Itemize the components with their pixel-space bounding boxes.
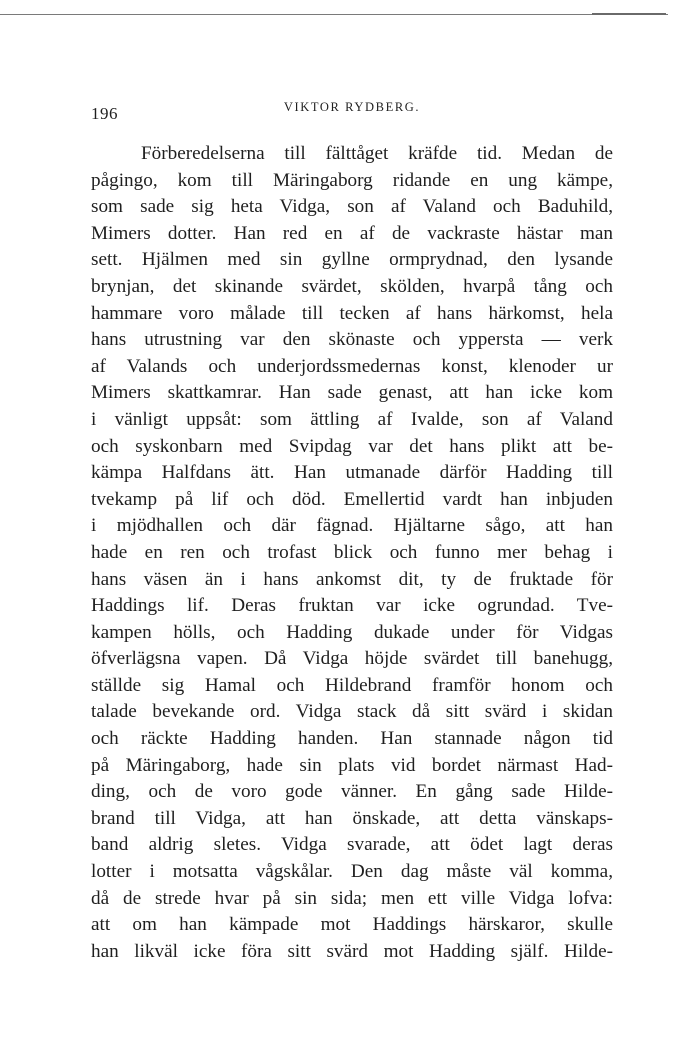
text-line: Förberedelserna till fälttåget kräfde tid. Medan de (141, 143, 613, 164)
text-line: kämpa Halfdans ätt. Han utmanade därför Hadding till (91, 462, 613, 484)
text-line: Mimers dotter. Han red en af de vackraste hästar man (91, 222, 613, 244)
running-title: VIKTOR RYDBERG. (283, 100, 421, 114)
text-line: och räckte Hadding handen. Han stannade någon tid (91, 728, 613, 750)
text-line: af Valands och underjordssmedernas konst, klenoder ur (91, 355, 613, 377)
text-line: hans väsen än i hans ankomst dit, ty de fruktade för (91, 568, 613, 590)
text-line: brand till Vidga, att han önskade, att detta vänskaps- (91, 807, 613, 829)
text-line: och syskonbarn med Svipdag var det hans plikt att be- (91, 435, 613, 457)
running-head (91, 100, 613, 124)
text-line: han likväl icke föra sitt svärd mot Hadding själf. Hilde- (91, 940, 613, 962)
text-line: kampen hölls, och Hadding dukade under för Vidgas (91, 621, 613, 643)
text-line: talade bevekande ord. Vidga stack då sitt svärd i skidan (91, 701, 613, 723)
text-line: hans utrustning var den skönaste och yppersta — verk (91, 329, 613, 351)
text-line: i vänligt uppsåt: som ättling af Ivalde, son af Valand (91, 408, 613, 430)
text-line: att om han kämpade mot Haddings härskaror, skulle (91, 914, 613, 936)
text-line: öfverlägsna vapen. Då Vidga höjde svärdet till banehugg, (91, 648, 613, 670)
text-line: ding, och de voro gode vänner. En gång sade Hilde- (91, 781, 613, 803)
text-line: brynjan, det skinande svärdet, skölden, hvarpå tång och (91, 275, 613, 297)
top-rule (0, 14, 668, 15)
text-line: i mjödhallen och där fägnad. Hjältarne sågo, att han (91, 515, 613, 537)
text-line: på Märingaborg, hade sin plats vid bordet närmast Had- (91, 754, 613, 776)
text-line: ställde sig Hamal och Hildebrand framför honom och (91, 674, 613, 696)
text-line: tvekamp på lif och död. Emellertid vardt han inbjuden (91, 488, 613, 510)
text-line: pågingo, kom till Märingaborg ridande en ung kämpe, (91, 169, 613, 191)
text-line: lotter i motsatta vågskålar. Den dag måste väl komma, (91, 861, 613, 883)
top-rule-mark (592, 13, 666, 15)
body-text (91, 141, 613, 965)
text-line: då de strede hvar på sin sida; men ett ville Vidga lofva: (91, 887, 613, 909)
text-line: sett. Hjälmen med sin gyllne ormprydnad, den lysande (91, 249, 613, 271)
text-line: hammare voro målade till tecken af hans härkomst, hela (91, 302, 613, 324)
text-line: Haddings lif. Deras fruktan var icke ogrundad. Tve- (91, 595, 613, 617)
text-line: Mimers skattkamrar. Han sade genast, att han icke kom (91, 382, 613, 404)
text-line: hade en ren och trofast blick och funno mer behag i (91, 541, 613, 563)
page-number: 196 (91, 104, 118, 123)
text-line: som sade sig heta Vidga, son af Valand och Baduhild, (91, 196, 613, 218)
text-line: band aldrig sletes. Vidga svarade, att ödet lagt deras (91, 834, 613, 856)
